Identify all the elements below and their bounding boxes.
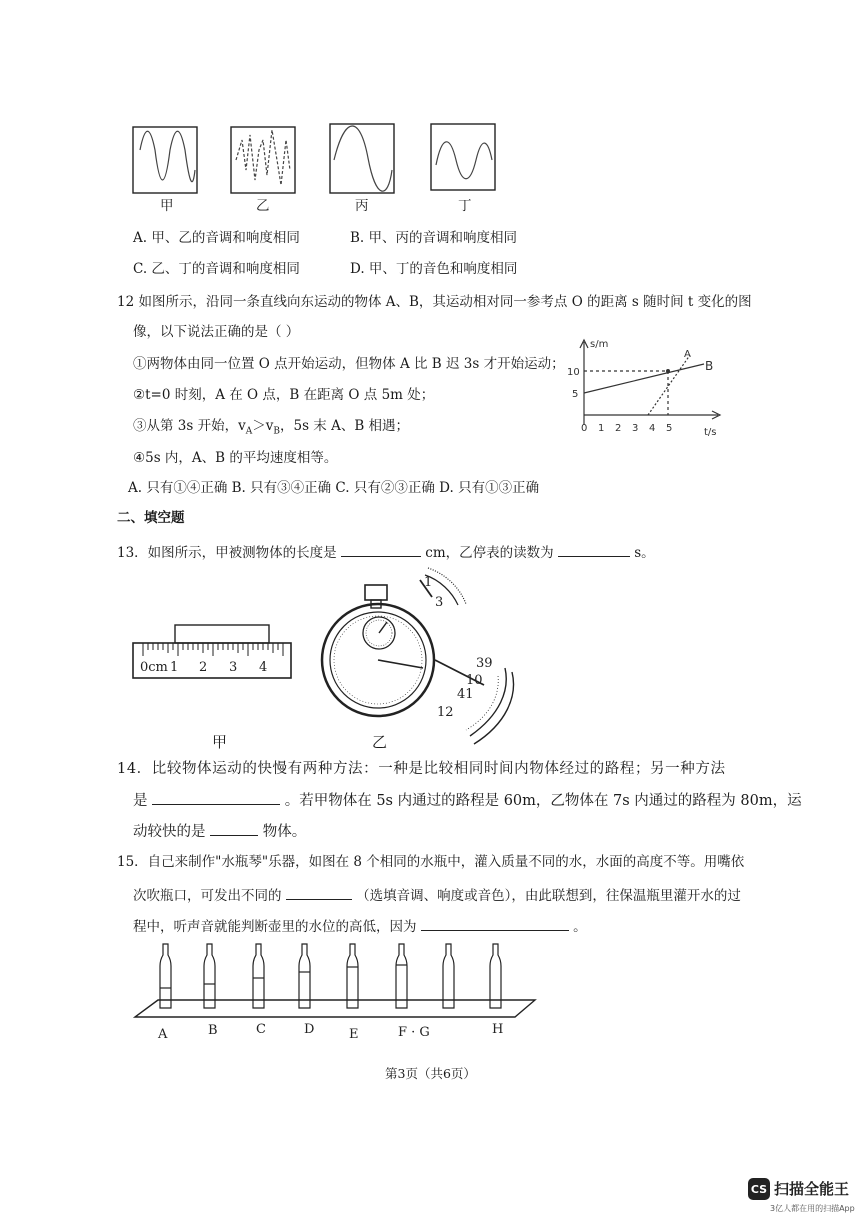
bottle-label-e: E (349, 1027, 359, 1042)
q12-stem-line-1: 12 如图所示，沿同一条直线向东运动的物体 A、B，其运动相对同一参考点 O 的距离 s 随时间 t 变化的图 (117, 294, 752, 310)
q11-option-d: D. 甲、丁的音色和响度相同 (350, 261, 518, 277)
graph-y-tick-5: 5 (572, 389, 579, 400)
q14-line-3: 动较快的是 物体。 (133, 821, 306, 841)
bottle-c (253, 944, 264, 1008)
graph-x-label: t/s (704, 427, 717, 438)
fig-label-yi: 乙 (372, 733, 388, 751)
bottle-label-c: C (256, 1022, 266, 1037)
q14-line-2: 是 。若甲物体在 5s 内通过的路程是 60m，乙物体在 7s 内通过的路程为 80m，运 (133, 790, 802, 810)
ruler-label-4: 4 (259, 660, 268, 675)
bottle-shelf (135, 1000, 535, 1017)
small-dial-label-3: 3 (435, 595, 444, 610)
q12-statement-3: ③从第 3s 开始，$v_A>v_B$，5s 末 A、B 相遇； (133, 418, 410, 437)
bottle-b (204, 944, 215, 1008)
q15-line-3: 程中，听声音就能判断壶里的水位的高低，因为 。 (133, 916, 587, 936)
ruler-label-3: 3 (229, 660, 238, 675)
q12-statement-4: ④5s 内，A、B 的平均速度相等。 (133, 450, 338, 466)
q15-line-2: 次吹瓶口，可发出不同的 （选填音调、响度或音色），由此联想到，往保温瓶里灌开水的过 (133, 885, 741, 905)
wave-label-ding: 丁 (458, 198, 472, 214)
graph-line-b-label: B (705, 359, 714, 373)
scanner-tagline: 3亿人都在用的扫描App (770, 1204, 855, 1213)
q14-line-1: 14．比较物体运动的快慢有两种方法：一种是比较相同时间内物体经过的路程；另一种方法 (117, 761, 726, 777)
q13-question: 13．如图所示，甲被测物体的长度是 cm，乙停表的读数为 s。 (117, 542, 655, 562)
big-dial-label-12: 12 (437, 705, 454, 720)
q15-line-1: 15．自己来制作"水瓶琴"乐器，如图在 8 个相同的水瓶中，灌入质量不同的水，水面的高度不等。用嘴依 (117, 854, 745, 870)
big-dial-label-10: 10 (466, 673, 483, 688)
graph-x-tick-4: 4 (649, 423, 656, 434)
small-dial-label-1: 1 (424, 575, 433, 590)
wave-label-jia: 甲 (160, 198, 174, 214)
bottle-label-d: D (304, 1022, 315, 1037)
bottle-a (160, 944, 171, 1008)
ruler-label-0: 0cm (140, 660, 168, 675)
bottle-h (490, 944, 501, 1008)
q12-stem-line-2: 像，以下说法正确的是（ ） (133, 324, 300, 340)
section-title: 二、填空题 (117, 510, 185, 526)
wave-label-bing: 丙 (355, 198, 369, 214)
graph-x-tick-1: 1 (598, 423, 605, 434)
graph-x-tick-3: 3 (632, 423, 639, 434)
bottle-label-h: H (492, 1022, 504, 1037)
bottle-label-a: A (158, 1027, 168, 1042)
bottle-e (347, 944, 358, 1008)
graph-x-tick-0: 0 (581, 423, 588, 434)
q11-option-b: B. 甲、丙的音调和响度相同 (350, 230, 518, 246)
bottle-g (443, 944, 454, 1008)
scanner-logo: CS (748, 1178, 770, 1200)
ruler-label-2: 2 (199, 660, 208, 675)
bottle-f (396, 944, 407, 1008)
big-dial-label-39: 39 (476, 656, 493, 671)
big-dial-label-41: 41 (457, 687, 474, 702)
graph-x-tick-2: 2 (615, 423, 622, 434)
graph-y-label: s/m (590, 339, 609, 350)
q12-options: A. 只有①④正确 B. 只有③④正确 C. 只有②③正确 D. 只有①③正确 (128, 480, 540, 496)
q11-option-a: A. 甲、乙的音调和响度相同 (133, 230, 300, 246)
q12-statement-1: ①两物体由同一位置 O 点开始运动，但物体 A 比 B 迟 3s 才开始运动； (133, 356, 565, 372)
bottle-label-b: B (208, 1023, 218, 1038)
q12-statement-2: ②t=0 时刻，A 在 O 点，B 在距离 O 点 5m 处； (133, 387, 435, 403)
bottle-d (299, 944, 310, 1008)
scanner-brand: 扫描全能王 (774, 1180, 850, 1198)
fig-label-jia: 甲 (212, 733, 228, 751)
bottle-label-fg: F · G (398, 1025, 430, 1040)
ruler-label-1: 1 (170, 660, 179, 675)
page-number: 第3页（共6页） (385, 1066, 476, 1081)
q11-option-c: C. 乙、丁的音调和响度相同 (133, 261, 300, 277)
graph-x-tick-5: 5 (666, 423, 673, 434)
graph-y-tick-10: 10 (567, 367, 580, 378)
wave-label-yi: 乙 (256, 198, 270, 214)
graph-line-a-label: A (684, 349, 691, 360)
